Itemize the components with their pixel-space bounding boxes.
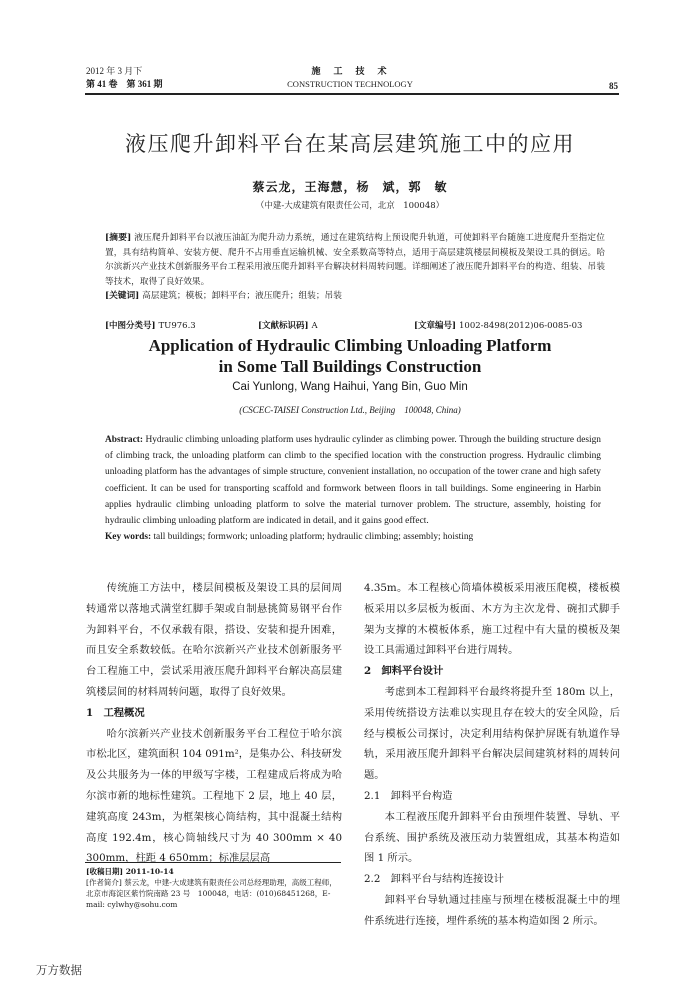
clc-line (105, 319, 196, 331)
affiliation-en: (CSCEC-TAISEI Construction Ltd., Beijing 100048, China) (239, 405, 461, 415)
body-left-column (86, 578, 342, 869)
abstract-cn-label: [摘要] (105, 233, 132, 243)
keywords-en-label: Key words: (105, 532, 152, 543)
abstract-en-text: Hydraulic climbing unloading platform uses hydraulic cylinder as climbing power. Through the building structure design of climbing track, the unloading platform can climb to the specified location with the construction progress. Hydraulic climbing unloading platform has the advantages of simple structure, convenient installation, no occupation of the tower crane and high safety coefficient. It can be used for transporting scaffold and formwork between floors in tall buildings. Some engineering in Harbin applies hydraulic climbing unloading platform to solve the material turnover problem. The structure, assembly, hoisting for hydraulic climbing unloading platform are indicated in detail, and it gains good effect. (105, 435, 601, 527)
section-2-2-paragraph: 卸料平台导轨通过挂座与预埋在楼板混凝土中的埋件系统进行连接，埋件系统的基本构造如图 2 所示。 (364, 893, 620, 927)
abstract-en (105, 432, 601, 545)
section-1-heading: 1 工程概况 (86, 706, 145, 719)
keywords-en-text: tall buildings; formwork; unloading platform; hydraulic climbing; assembly; hoisting (153, 532, 474, 543)
footnote-rule (85, 862, 341, 863)
doc-code-value: A (311, 321, 318, 331)
article-title-cn: 液压爬升卸料平台在某高层建筑施工中的应用 (125, 132, 575, 156)
section-2-1-paragraph: 本工程液压爬升卸料平台由预埋件装置、导轨、平台系统、围护系统及液压动力装置组成，其基本构造如图 1 所示。 (364, 810, 620, 865)
intro-paragraph: 传统施工方法中，楼层间模板及架设工具的层间周转通常以落地式满堂红脚手架或自制悬挑简易钢平台作为卸料平台，不仅承载有限，搭设、安装和提升困难，而且安全系数较低。在哈尔滨新兴产业技术创新服务平台工程施工中，尝试采用液压爬升卸料平台解决高层建筑楼层间的材料周转问题，取得了良好效果。 (86, 582, 342, 698)
keywords-cn-text: 高层建筑；模板；卸料平台；液压爬升；组装；吊装 (142, 291, 342, 301)
keywords-cn-label: [关键词] (105, 291, 140, 301)
watermark-text: 万方数据 (36, 963, 82, 977)
authors-cn: 蔡云龙，王海慧，杨 斌，郭 敏 (252, 180, 448, 194)
section-1-paragraph: 哈尔滨新兴产业技术创新服务平台工程位于哈尔滨市松北区，建筑面积 104 091m²，是集办公、科技研发及公共服务为一体的甲级写字楼，工程建成后将成为哈尔滨市新的地标性建筑。工程地下 2 层，地上 40 层，建筑高度 243m，为框架核心筒结构，其中混凝土结构高度 192.4m，核心筒轴线尺寸为 40 300mm × 40 300mm，柱距 4 650mm；标准层层高 (86, 727, 342, 865)
body-right-column (364, 578, 620, 932)
header-rule (85, 93, 619, 95)
abstract-cn-text: 液压爬升卸料平台以液压油缸为爬升动力系统，通过在建筑结构上预设爬升轨道，可使卸料平台随施工进度爬升至指定位置，具有结构简单、安装方便、爬升不占用垂直运输机械、安全系数高等特点，适用于高层建筑楼层间模板及架设工具的倒运。哈尔滨新兴产业技术创新服务平台工程采用液压爬升卸料平台解决材料周转问题。详细阐述了液压爬升卸料平台的构造、组装、吊装等技术，取得了良好效果。 (105, 233, 605, 287)
article-title-en-line1: Application of Hydraulic Climbing Unloading Platform (148, 336, 552, 355)
article-no-line (414, 319, 582, 331)
article-no-label: [文章编号] (414, 321, 457, 331)
authors-en: Cai Yunlong, Wang Haihui, Yang Bin, Guo Min (232, 381, 468, 393)
abstract-cn (105, 231, 605, 304)
article-title-en-line2: in Some Tall Buildings Construction (218, 357, 482, 376)
continuation-paragraph: 4.35m。本工程核心筒墙体模板采用液压爬模，楼板模板采用以多层板为板面、木方为主次龙骨、碗扣式脚手架为支撑的木模板体系，施工过程中有大量的模板及架设工具需通过卸料平台进行周转。 (364, 582, 620, 657)
volume-issue: 第 41 卷 第 361 期 (86, 79, 163, 89)
journal-name-cn: 施 工 技 术 (311, 66, 389, 76)
journal-name-en: CONSTRUCTION TECHNOLOGY (287, 79, 413, 89)
section-2-heading: 2 卸料平台设计 (364, 665, 444, 678)
article-no-value: 1002-8498(2012)06-0085-03 (459, 321, 583, 331)
footnote (86, 866, 342, 910)
section-2-2-heading: 2.2 卸料平台与结构连接设计 (364, 873, 504, 886)
affiliation-cn: （中建-大成建筑有限责任公司，北京 100048） (255, 201, 445, 211)
page-number: 85 (609, 81, 618, 91)
footnote-author: [作者简介] 蔡云龙，中建-大成建筑有限责任公司总经理助理，高级工程师，北京市海淀区紫竹院南路 23 号 100048，电话：(010)68451268，E-mail: cylwhy@sohu.com (86, 878, 337, 909)
issue-date: 2012 年 3 月下 (86, 66, 143, 76)
doc-code-line (258, 319, 318, 331)
clc-label: [中图分类号] (105, 321, 156, 331)
section-2-paragraph: 考虑到本工程卸料平台最终将提升至 180m 以上，采用传统搭设方法难以实现且存在较大的安全风险，后经与模板公司探讨，决定利用结构保护屏既有轨道作导轨，采用液压爬升卸料平台解决层间建筑材料的周转问题。 (364, 685, 620, 782)
abstract-en-label: Abstract: (105, 435, 144, 445)
clc-value: TU976.3 (158, 321, 196, 331)
footnote-received: [收稿日期] 2011-10-14 (86, 867, 174, 876)
doc-code-label: [文献标识码] (258, 321, 309, 331)
section-2-1-heading: 2.1 卸料平台构造 (364, 789, 453, 802)
